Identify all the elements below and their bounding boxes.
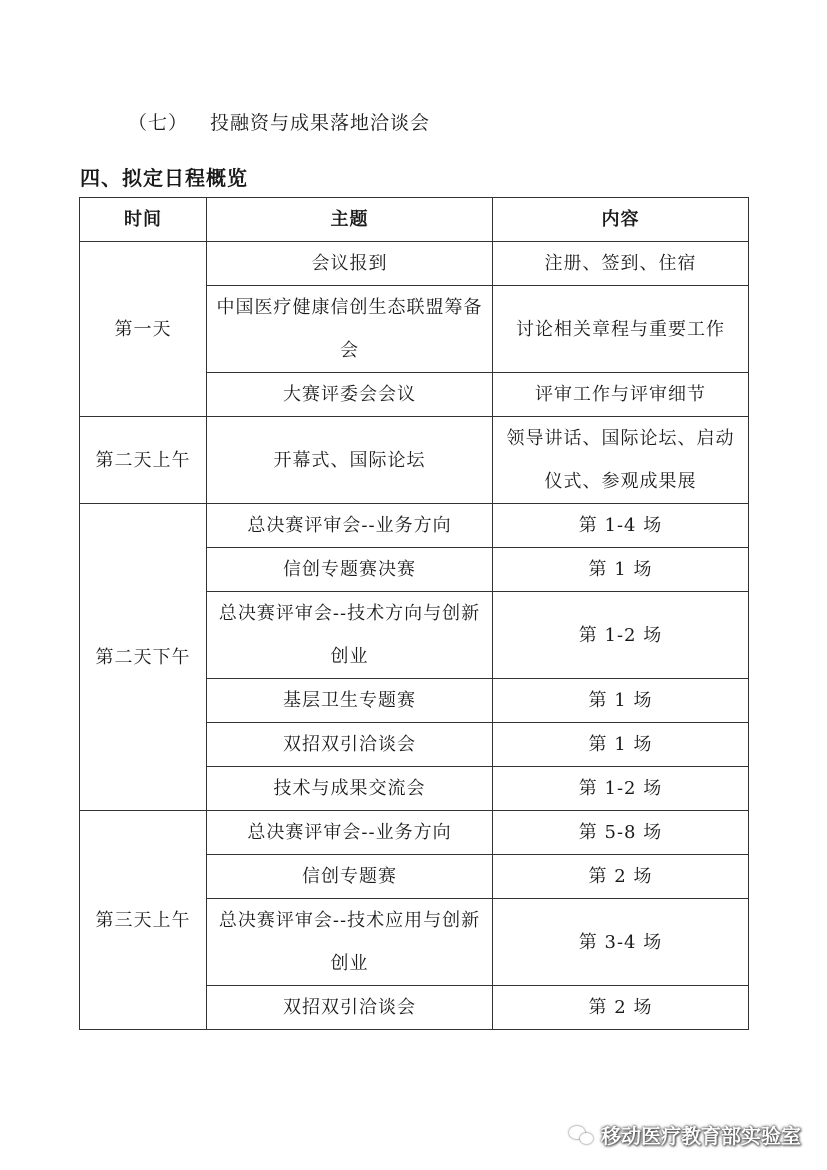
content-cell: 领导讲话、国际论坛、启动仪式、参观成果展 [493,417,749,504]
content-cell: 第 5-8 场 [493,811,749,855]
topic-cell: 中国医疗健康信创生态联盟筹备会 [207,286,493,373]
content-cell: 第 1-2 场 [493,767,749,811]
content-cell: 第 1 场 [493,723,749,767]
topic-cell: 技术与成果交流会 [207,767,493,811]
section-item-seven [128,108,430,135]
item-number: （七） [128,112,189,134]
content-cell: 注册、签到、住宿 [493,242,749,286]
topic-cell: 双招双引洽谈会 [207,723,493,767]
topic-cell: 总决赛评审会--技术应用与创新创业 [207,899,493,986]
content-cell: 第 1-4 场 [493,504,749,548]
header-content: 内容 [493,198,749,242]
content-cell: 第 2 场 [493,855,749,899]
table-row [80,242,749,286]
topic-cell: 总决赛评审会--业务方向 [207,811,493,855]
topic-cell: 基层卫生专题赛 [207,679,493,723]
time-cell: 第三天上午 [80,811,207,1030]
topic-cell: 总决赛评审会--业务方向 [207,504,493,548]
schedule-table [79,197,749,1030]
time-cell: 第二天上午 [80,417,207,504]
content-cell: 第 3-4 场 [493,899,749,986]
topic-cell: 信创专题赛决赛 [207,548,493,592]
content-cell: 讨论相关章程与重要工作 [493,286,749,373]
content-cell: 第 1 场 [493,679,749,723]
topic-cell: 开幕式、国际论坛 [207,417,493,504]
topic-cell: 会议报到 [207,242,493,286]
time-cell: 第二天下午 [80,504,207,811]
table-row [80,811,749,855]
content-cell: 评审工作与评审细节 [493,373,749,417]
content-cell: 第 2 场 [493,986,749,1030]
watermark [569,1120,801,1149]
section-heading: 四、拟定日程概览 [80,166,248,190]
content-cell: 第 1 场 [493,548,749,592]
watermark-text: 移动医疗教育部实验室 [601,1124,801,1148]
topic-cell: 大赛评委会会议 [207,373,493,417]
wechat-icon [569,1124,595,1146]
item-text: 投融资与成果落地洽谈会 [210,112,431,134]
table-row [80,417,749,504]
header-time: 时间 [80,198,207,242]
topic-cell: 双招双引洽谈会 [207,986,493,1030]
topic-cell: 信创专题赛 [207,855,493,899]
content-cell: 第 1-2 场 [493,592,749,679]
topic-cell: 总决赛评审会--技术方向与创新创业 [207,592,493,679]
table-row [80,504,749,548]
time-cell: 第一天 [80,242,207,417]
table-header-row [80,198,749,242]
header-topic: 主题 [207,198,493,242]
